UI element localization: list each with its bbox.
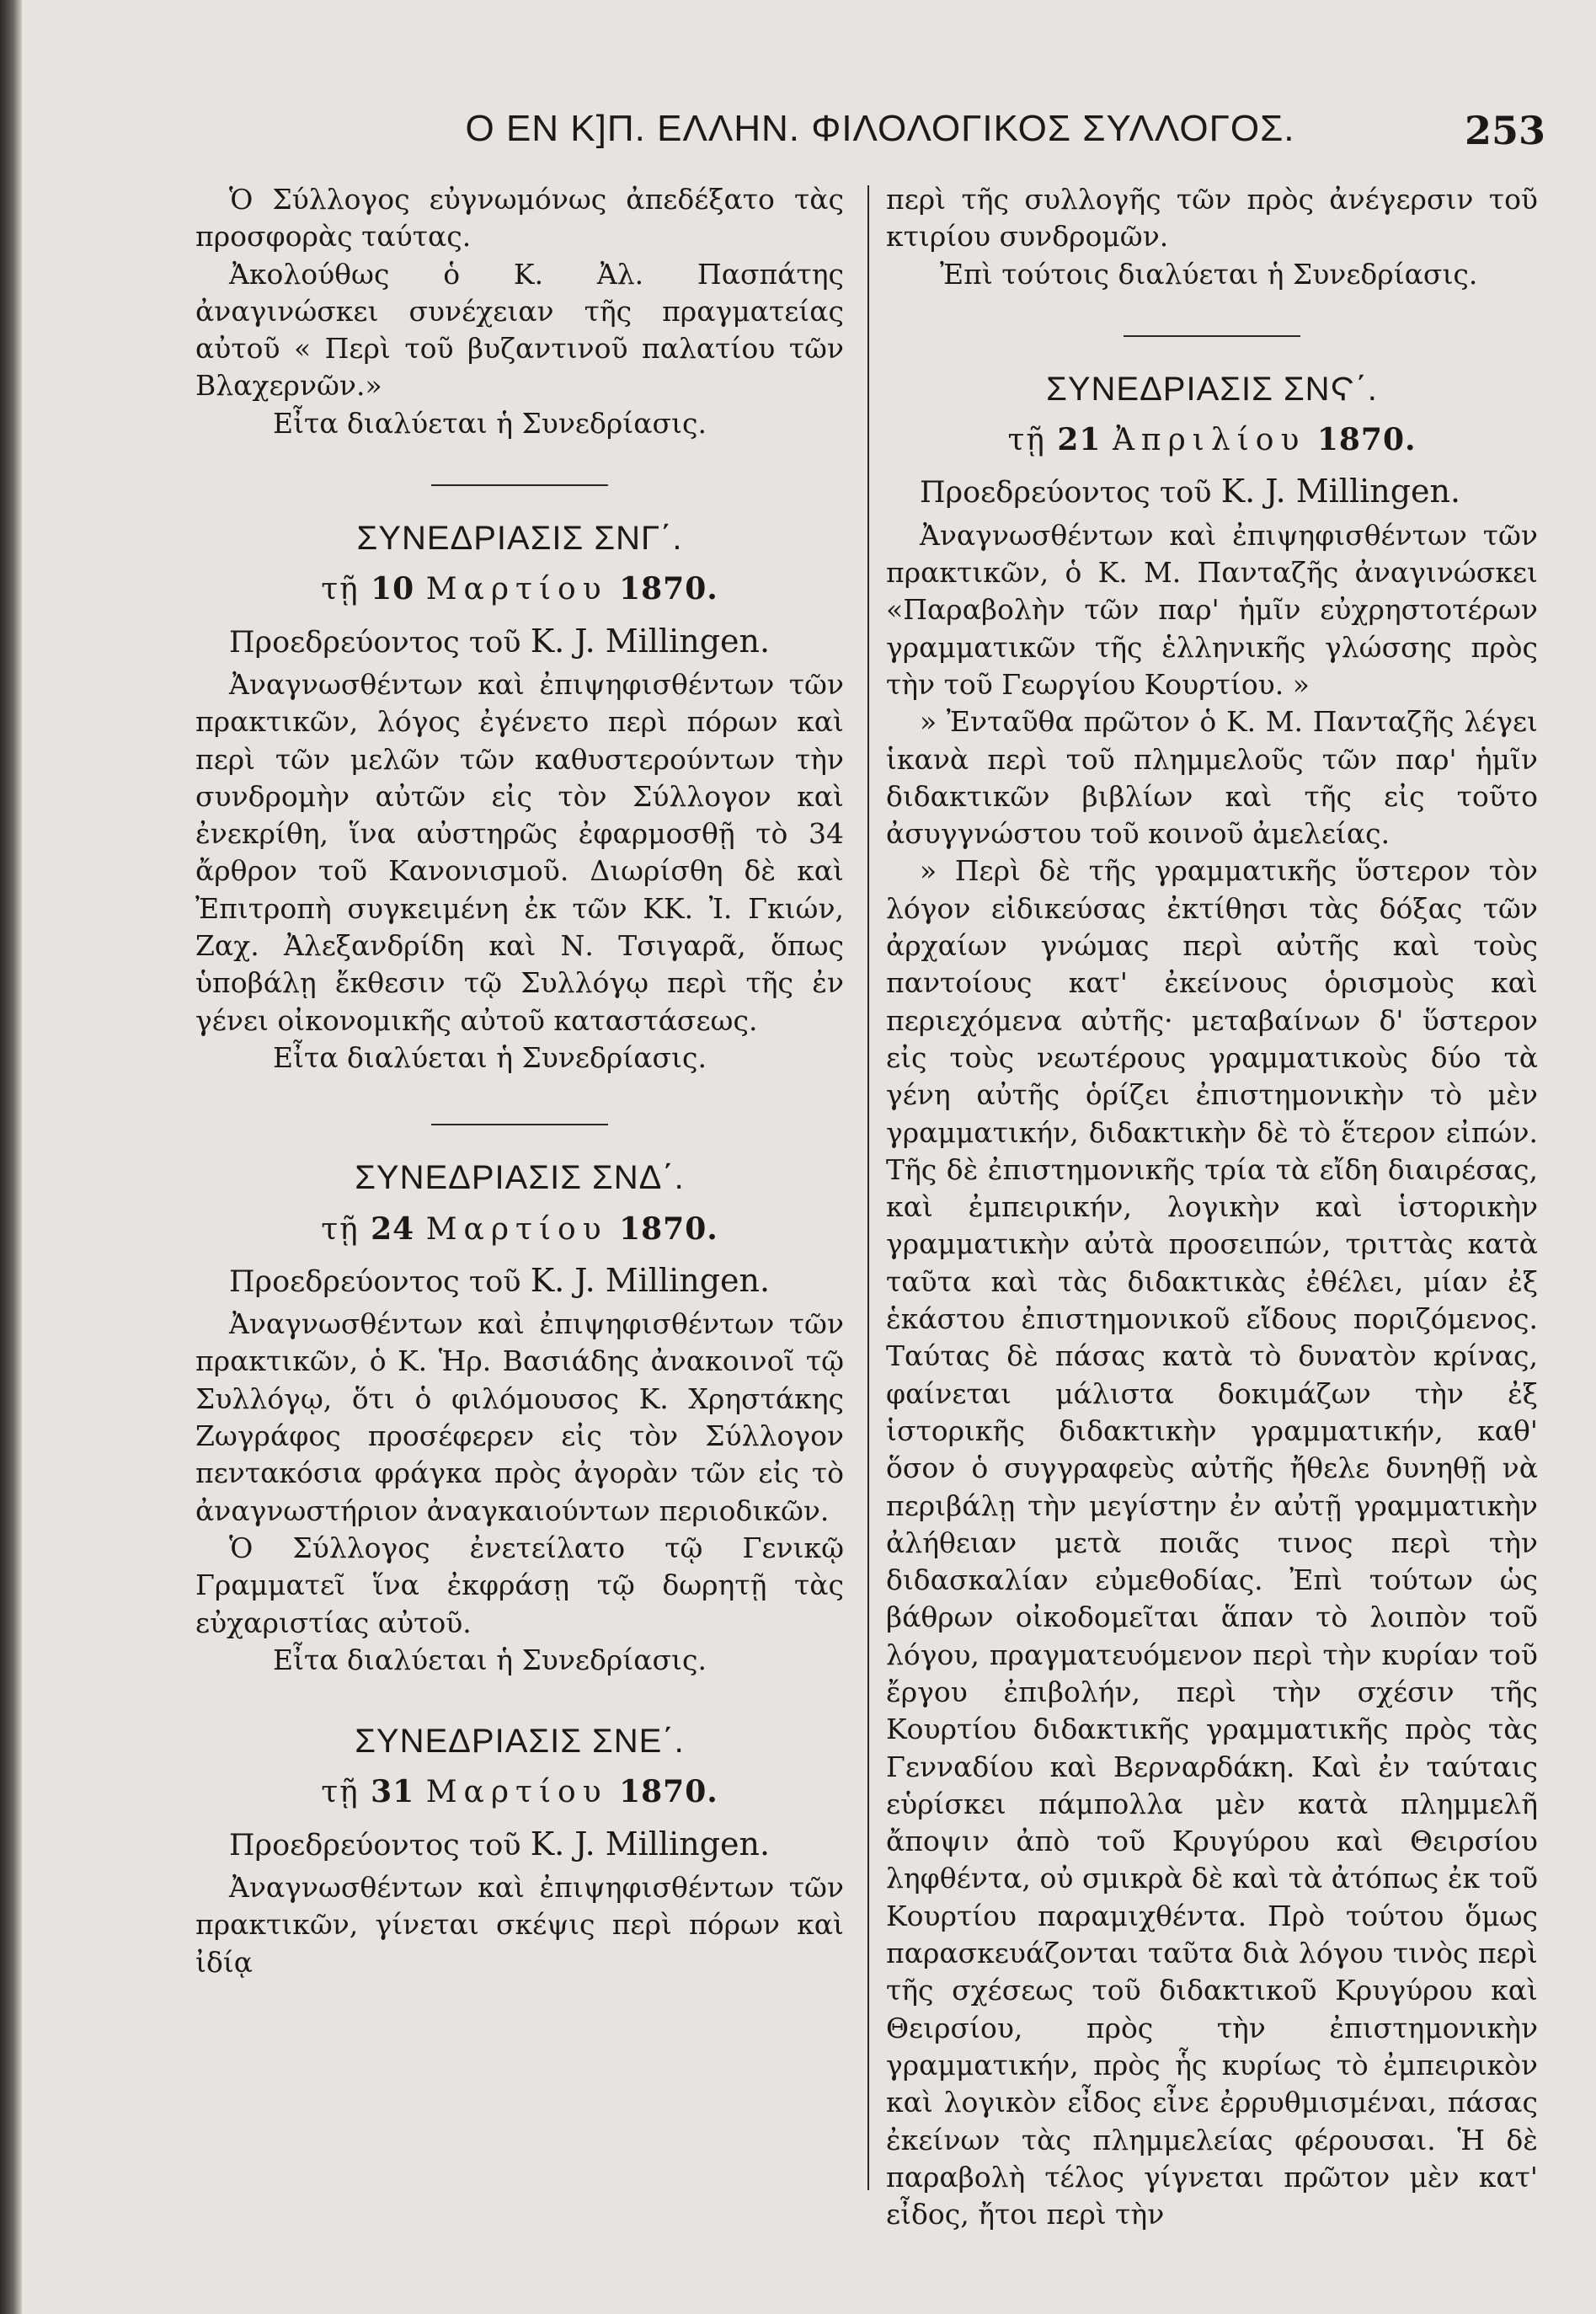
presiding-line: [195, 1825, 844, 1864]
session-date: [195, 1210, 844, 1248]
session-title: ΣΥΝΕΔΡΙΑΣΙΣ ΣΝΔ΄.: [355, 1159, 685, 1197]
paragraph: Ὁ Σύλλογος εὐγνωμόνως ἀπεδέξατο τὰς προσφορὰς ταύτας.: [195, 183, 844, 254]
date-month: Μαρτίου: [425, 1775, 608, 1810]
session-date: [195, 1773, 844, 1811]
paragraph: Εἶτα διαλύεται ἡ Συνεδρίασις.: [273, 1643, 707, 1676]
paragraph: Ἀναγνωσθέντων καὶ ἐπιψηφισθέντων τῶν πρακτικῶν, λόγος ἐγένετο περὶ πόρων καὶ περὶ τῶν μελῶν τῶν καθυστερούντων τὴν συνδρομὴν αὐτῶν εἰς τὸν Σύλλογον καὶ ἐνεκρίθη, ἵνα αὐστηρῶς ἐφαρμοσθῇ τὸ 34 ἄρθρον τοῦ Κανονισμοῦ. Διωρίσθη δὲ καὶ Ἐπιτροπὴ συγκειμένη ἐκ τῶν ΚΚ. Ἰ. Γκιών, Ζαχ. Ἀλεξανδρίδη καὶ Ν. Τσιγαρᾶ, ὅπως ὑποβάλῃ ἔκθεσιν τῷ Συλλόγῳ περὶ τῆς ἐν γένει οἰκονομικῆς αὐτοῦ καταστάσεως.: [195, 667, 844, 1037]
left-column: [195, 181, 844, 1981]
date-prefix: τῇ: [1007, 423, 1046, 458]
paragraph: Ἀκολούθως ὁ Κ. Ἀλ. Πασπάτης ἀναγινώσκει συνέχειαν τῆς πραγματείας αὐτοῦ « Περὶ τοῦ βυζαντινοῦ παλατίου τῶν Βλαχερνῶν.»: [195, 257, 844, 403]
paragraph: Ἀναγνωσθέντων καὶ ἐπιψηφισθέντων τῶν πρακτικῶν, γίνεται σκέψις περὶ πόρων καὶ ἰδίᾳ: [195, 1870, 844, 1979]
page-number: 253: [1464, 108, 1545, 153]
session-date: [886, 421, 1538, 459]
session-date: [195, 570, 844, 608]
presiding-prefix: Προεδρεύοντος τοῦ: [229, 1828, 521, 1862]
date-day: 24: [371, 1210, 415, 1247]
date-month: Μαρτίου: [425, 1211, 608, 1247]
date-year: 1870.: [1316, 422, 1417, 458]
date-day: 31: [371, 1774, 415, 1810]
presiding-line: [195, 1262, 844, 1301]
presiding-prefix: Προεδρεύοντος τοῦ: [229, 1264, 521, 1299]
presiding-name: Κ. J. Millingen.: [530, 1261, 771, 1299]
presiding-name: Κ. J. Millingen.: [530, 622, 771, 660]
session-title: ΣΥΝΕΔΡΙΑΣΙΣ ΣΝϚ΄.: [1046, 370, 1378, 408]
column-divider: [867, 185, 869, 2190]
paragraph: » Περὶ δὲ τῆς γραμματικῆς ὕστερον τὸν λόγον εἰδικεύσας ἐκτίθησι τὰς δόξας τῶν ἀρχαίων γνώμας περὶ αὐτῆς καὶ τοὺς παντοίους κατ' ἐκείνους ὁρισμοὺς καὶ περιεχόμενα αὐτῆς· μεταβαίνων δ' ὕστερον εἰς τοὺς νεωτέρους γραμματικοὺς δύο τὰ γένη αὐτῆς ὁρίζει ἐπιστημονικὴν τὸ μὲν γραμματικήν, διδακτικὴν δὲ τὸ ἕτερον εἰπών. Τῆς δὲ ἐπιστημονικῆς τρία τὰ εἴδη διαιρέσας, καὶ ἐμπειρικήν, λογικὴν καὶ ἱστορικὴν γραμματικὴν αὐτὰ προσειπών, τριττὰς κατὰ ταῦτα καὶ τὰς διδακτικὰς ἐθέλει, μίαν ἐξ ἑκάστου ἐπιστημονικοῦ εἴδους ποριζόμενος. Ταύτας δὲ πάσας κατὰ τὸ δυνατὸν κρίνας, φαίνεται μάλιστα δοκιμάζων τὴν ἐξ ἱστορικῆς διδακτικὴν γραμματικήν, καθ' ὅσον ὁ συγγραφεὺς αὐτῆς ἤθελε δυνηθῇ νὰ περιβάλῃ τὴν μεγίστην ἐν αὐτῇ γραμματικὴν ἀλήθειαν μετὰ ποιᾶς τινος περὶ τὴν διδασκαλίαν εὐμεθοδίας. Ἐπὶ τούτων ὡς βάθρων οἰκοδομεῖται ἅπαν τὸ λοιπὸν τοῦ λόγου, πραγματευόμενον περὶ τὴν κυρίαν τοῦ ἔργου ἐπιβολήν, περὶ τὴν σχέσιν τῆς Κουρτίου διδακτικῆς γραμματικῆς πρὸς τὰς Γενναδίου καὶ Βερναρδάκη. Καὶ ἐν ταύταις εὑρίσκει πάμπολλα μὲν κατὰ πλημμελῆ ἄποψιν ἀπὸ τοῦ Κρυγύρου καὶ Θειρσίου ληφθέντα, οὐ σμικρὰ δὲ καὶ τὰ ἀτόπως ἐκ τοῦ Κουρτίου παραμιχθέντα. Πρὸ τούτου ὅμως παρασκευάζονται ταῦτα διὰ λόγου τινὸς περὶ τῆς σχέσεως τοῦ διδακτικοῦ Κρυγύρου καὶ Θειρσίου, πρὸς τὴν ἐπιστημονικὴν γραμματικήν, πρὸς ἧς κυρίως τὸ ἐμπειρικὸν καὶ λογικὸν εἶδος εἶνε ἐρρυθμισμέναι, πάσας ἐκείνων τὰς πλημμελείας φέρουσαι. Ἡ δὲ παραβολὴ τέλος γίγνεται πρῶτον μὲν κατ' εἶδος, ἤτοι περὶ τὴν: [886, 854, 1538, 2231]
paragraph: Εἶτα διαλύεται ἡ Συνεδρίασις.: [273, 406, 707, 440]
date-year: 1870.: [619, 1774, 718, 1810]
presiding-prefix: Προεδρεύοντος τοῦ: [920, 476, 1212, 510]
date-prefix: τῇ: [321, 1211, 360, 1247]
paragraph: Εἶτα διαλύεται ἡ Συνεδρίασις.: [273, 1040, 707, 1074]
section-separator: [431, 1124, 608, 1125]
presiding-name: Κ. J. Millingen.: [1220, 473, 1461, 510]
date-year: 1870.: [619, 1210, 718, 1247]
presiding-prefix: Προεδρεύοντος τοῦ: [229, 625, 521, 660]
section-separator: [431, 484, 608, 486]
section-separator: [1124, 335, 1300, 337]
date-year: 1870.: [619, 571, 718, 607]
presiding-name: Κ. J. Millingen.: [530, 1825, 771, 1862]
presiding-line: [886, 473, 1538, 511]
paragraph: Ὁ Σύλλογος ἐνετείλατο τῷ Γενικῷ Γραμματεῖ ἵνα ἐκφράσῃ τῷ δωρητῇ τὰς εὐχαριστίας αὐτοῦ.: [195, 1531, 844, 1639]
paragraph: » Ἐνταῦθα πρῶτον ὁ Κ. Μ. Πανταζῆς λέγει ἱκανὰ περὶ τοῦ πλημμελοῦς τῶν παρ' ἡμῖν διδακτικῶν βιβλίων καὶ τῆς εἰς τοῦτο ἀσυγγνώστου τοῦ κοινοῦ ἀμελείας.: [886, 705, 1538, 851]
session-title: ΣΥΝΕΔΡΙΑΣΙΣ ΣΝΕ΄.: [355, 1723, 685, 1761]
date-day: 10: [371, 571, 415, 607]
date-month: Μαρτίου: [425, 572, 608, 607]
right-column: [886, 181, 1538, 2233]
session-title: ΣΥΝΕΔΡΙΑΣΙΣ ΣΝΓ΄.: [356, 520, 683, 558]
paragraph: Ἀναγνωσθέντων καὶ ἐπιψηφισθέντων τῶν πρακτικῶν, ὁ Κ. Ἡρ. Βασιάδης ἀνακοινοῖ τῷ Συλλόγῳ, ὅτι ὁ φιλόμουσος Κ. Χρηστάκης Ζωγράφος προσέφερεν εἰς τὸν Σύλλογον πεντακόσια φράγκα πρὸς ἀγορὰν τῶν εἰς τὸ ἀναγνωστήριον ἀναγκαιούντων περιοδικῶν.: [195, 1307, 844, 1527]
date-month: Ἀπριλίου: [1112, 423, 1306, 458]
section-spacer: [195, 1679, 844, 1723]
book-spine-shadow: [0, 0, 22, 2314]
date-day: 21: [1057, 422, 1102, 458]
paragraph: Ἀναγνωσθέντων καὶ ἐπιψηφισθέντων τῶν πρακτικῶν, ὁ Κ. Μ. Πανταζῆς ἀναγινώσκει «Παραβολὴν τῶν παρ' ἡμῖν εὐχρηστοτέρων γραμματικῶν τῆς ἑλληνικῆς γλώσσης πρὸς τὴν τοῦ Γεωργίου Κουρτίου. »: [886, 518, 1538, 701]
paragraph: Ἐπὶ τούτοις διαλύεται ἡ Συνεδρίασις.: [940, 257, 1478, 291]
paragraph: περὶ τῆς συλλογῆς τῶν πρὸς ἀνέγερσιν τοῦ κτιρίου συνδρομῶν.: [886, 183, 1538, 254]
date-prefix: τῇ: [321, 1775, 360, 1810]
presiding-line: [195, 623, 844, 661]
date-prefix: τῇ: [321, 572, 360, 607]
running-title: Ο ΕΝ Κ]Π. ΕΛΛΗΝ. ΦΙΛΟΛΟΓΙΚΟΣ ΣΥΛΛΟΓΟΣ.: [465, 108, 1295, 149]
